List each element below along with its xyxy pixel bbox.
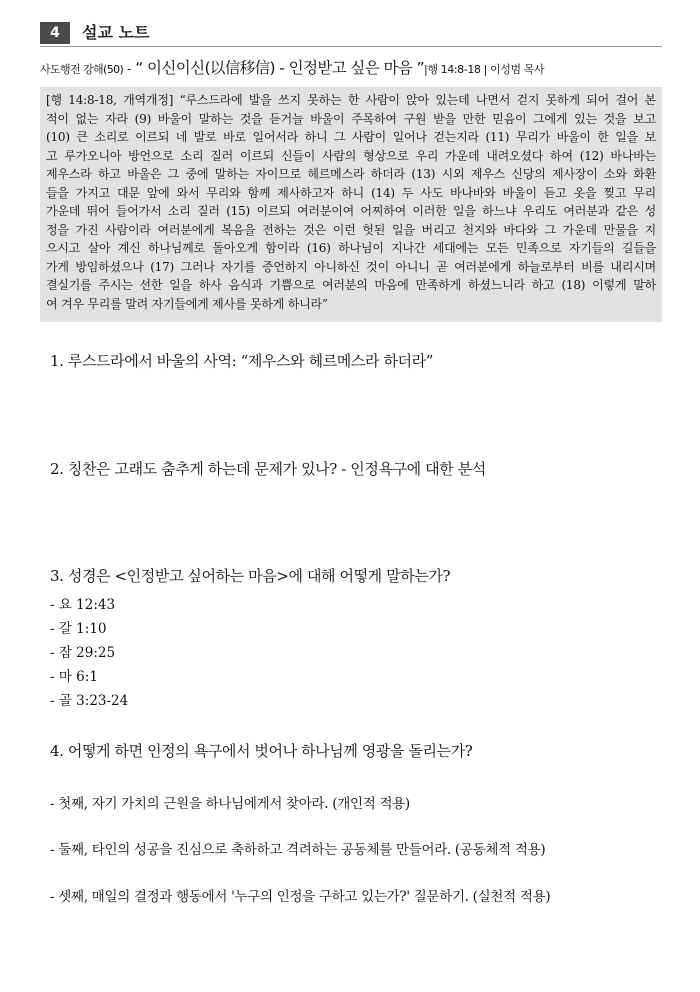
section-title: 설교 노트 xyxy=(82,23,150,42)
application-point: - 첫째, 자기 가치의 근원을 하나님에게서 찾아라. (개인적 적용) xyxy=(50,796,410,812)
application-point: - 둘째, 타인의 성공을 진심으로 축하하고 격려하는 공동체를 만들어라. (공동체적 적용) xyxy=(50,842,546,858)
sermon-reference: |행 14:8-18 | 이성범 목사 xyxy=(424,63,545,76)
sermon-title: 이신이신(以信移信) - 인정받고 싶은 마음 xyxy=(146,59,413,77)
scripture-line: 으시고 살아 계신 하나님께로 돌아오게 함이라 (16) 하나님이 지나간 세대에는 모든 민족으로 자기들의 길들을 xyxy=(46,241,656,255)
sermon-subtitle xyxy=(40,56,670,80)
scripture-reference: - 잠 29:25 xyxy=(50,645,116,661)
scripture-line: 가운데 뛰어 들어가서 소리 질러 (15) 이르되 여러분이여 어찌하여 이러한 일을 하느냐 우리도 여러분과 같은 성 xyxy=(46,204,656,218)
scripture-line: 제우스라 하고 바울은 그 중에 말하는 자이므로 헤르메스라 하더라 (13) 시외 제우스 신당의 제사장이 소와 화환 xyxy=(46,167,656,181)
page-number-badge: 4 xyxy=(40,22,70,44)
scripture-line: 결실기를 주시는 선한 일을 하사 음식과 기쁨으로 여러분의 마음에 만족하게 하셨느니라 하고 (18) 이렇게 말하 xyxy=(46,278,656,292)
scripture-line: (10) 큰 소리로 이르되 네 발로 바로 일어서라 하니 그 사람이 일어나 걷는지라 (11) 무리가 바울이 한 일을 보 xyxy=(46,130,656,144)
open-quote: “ xyxy=(135,59,147,77)
scripture-line: 가게 방임하셨으나 (17) 그러나 자기를 증언하지 아니하신 것이 아니니 곧 여러분에게 하늘로부터 비를 내리시며 xyxy=(46,259,656,274)
subtitle-dash: - xyxy=(123,62,136,76)
scripture-line: 고 루가오니아 방언으로 소리 질러 이르되 신들이 사람의 형상으로 우리 가운데 내려오셨다 하여 (12) 바나바는 xyxy=(46,148,656,163)
application-point: - 셋째, 매일의 결정과 행동에서 '누구의 인정을 구하고 있는가?' 질문하기. (실천적 적용) xyxy=(50,889,551,905)
scripture-line: 적이 없는 자라 (9) 바울이 말하는 것을 듣거늘 바울이 주목하여 구원 받을 만한 믿음이 그에게 있는 것을 보고 xyxy=(46,111,656,126)
scripture-reference: - 요 12:43 xyxy=(50,597,116,613)
close-quote: ” xyxy=(412,59,425,77)
section-header xyxy=(40,22,662,47)
scripture-reference: - 골 3:23-24 xyxy=(50,693,129,709)
scripture-reference: - 마 6:1 xyxy=(50,669,98,685)
question-1: 1. 루스드라에서 바울의 사역: “제우스와 헤르메스라 하더라” xyxy=(50,352,433,370)
scripture-reference: - 갈 1:10 xyxy=(50,621,107,637)
question-4: 4. 어떻게 하면 인정의 욕구에서 벗어나 하나님께 영광을 돌리는가? xyxy=(50,742,473,760)
question-2: 2. 칭찬은 고래도 춤추게 하는데 문제가 있나? - 인정욕구에 대한 분석 xyxy=(50,460,486,478)
scripture-line: 정을 가진 사람이라 여러분에게 복음을 전하는 것은 이런 헛된 일을 버리고 천지와 바다와 그 가운데 만물을 지 xyxy=(46,222,656,237)
sermon-series: 사도행전 강해(50) xyxy=(40,63,124,76)
scripture-line: 여 겨우 무리를 말려 자기들에게 제사를 못하게 하니라” xyxy=(46,296,328,311)
scripture-passage xyxy=(40,87,662,322)
scripture-line: [행 14:8-18, 개역개정] “루스드라에 발을 쓰지 못하는 한 사람이 앉아 있는데 나면서 걷지 못하게 되어 걸어 본 xyxy=(46,93,656,107)
scripture-line: 들을 가지고 대문 앞에 와서 무리와 함께 제사하고자 하니 (14) 두 사도 바나바와 바울이 듣고 옷을 찢고 무리 xyxy=(46,185,656,200)
question-3: 3. 성경은 <인정받고 싶어하는 마음>에 대해 어떻게 말하는가? xyxy=(50,567,451,585)
